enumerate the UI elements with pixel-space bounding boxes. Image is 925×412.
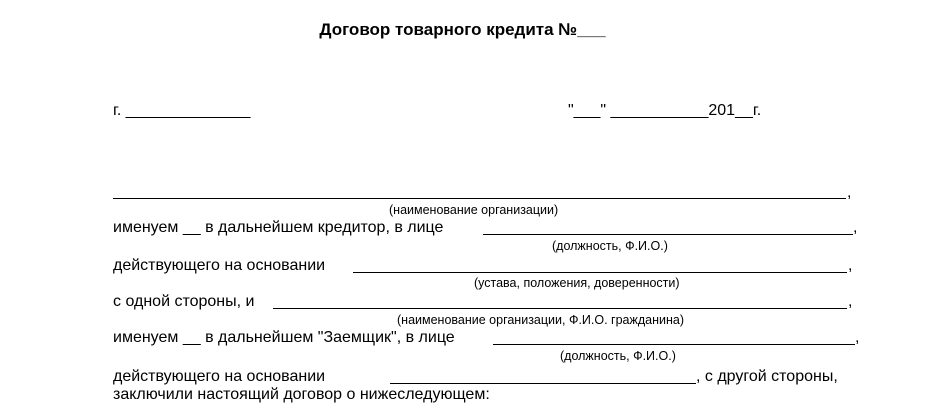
comma: , bbox=[853, 219, 858, 236]
caption-position: (должность, Ф.И.О.) bbox=[560, 349, 676, 363]
other-side-label: , с другой стороны, bbox=[696, 368, 838, 385]
comma: , bbox=[855, 329, 860, 346]
borrower-label: именуем __ в дальнейшем "Заемщик", в лице bbox=[113, 329, 455, 346]
basis-label: действующего на основании bbox=[113, 257, 326, 274]
creditor-rep-blank-line bbox=[483, 234, 853, 235]
org-blank-line bbox=[113, 198, 846, 199]
borrower-blank-line bbox=[273, 308, 847, 309]
basis-blank-line bbox=[353, 272, 847, 273]
caption-org-citizen: (наименование организации, Ф.И.О. гражданина) bbox=[397, 313, 685, 327]
basis-2-blank-line bbox=[390, 383, 696, 384]
caption-position: (должность, Ф.И.О.) bbox=[552, 239, 668, 253]
caption-organization: (наименование организации) bbox=[389, 203, 559, 217]
caption-basis: (устава, положения, доверенности) bbox=[474, 276, 680, 290]
creditor-label: именуем __ в дальнейшем кредитор, в лице bbox=[113, 219, 444, 236]
document-title: Договор товарного кредита №___ bbox=[319, 20, 606, 39]
date-field: "___" ___________201__г. bbox=[568, 102, 762, 119]
city-field: г. ______________ bbox=[113, 102, 251, 119]
borrower-rep-blank-line bbox=[493, 344, 855, 345]
comma: , bbox=[848, 257, 853, 274]
one-side-label: с одной стороны, и bbox=[113, 293, 255, 310]
basis-2-label: действующего на основании bbox=[113, 368, 326, 385]
comma: , bbox=[848, 293, 853, 310]
concluded-text: заключили настоящий договор о нижеследующем: bbox=[113, 386, 490, 403]
comma: , bbox=[847, 184, 852, 201]
